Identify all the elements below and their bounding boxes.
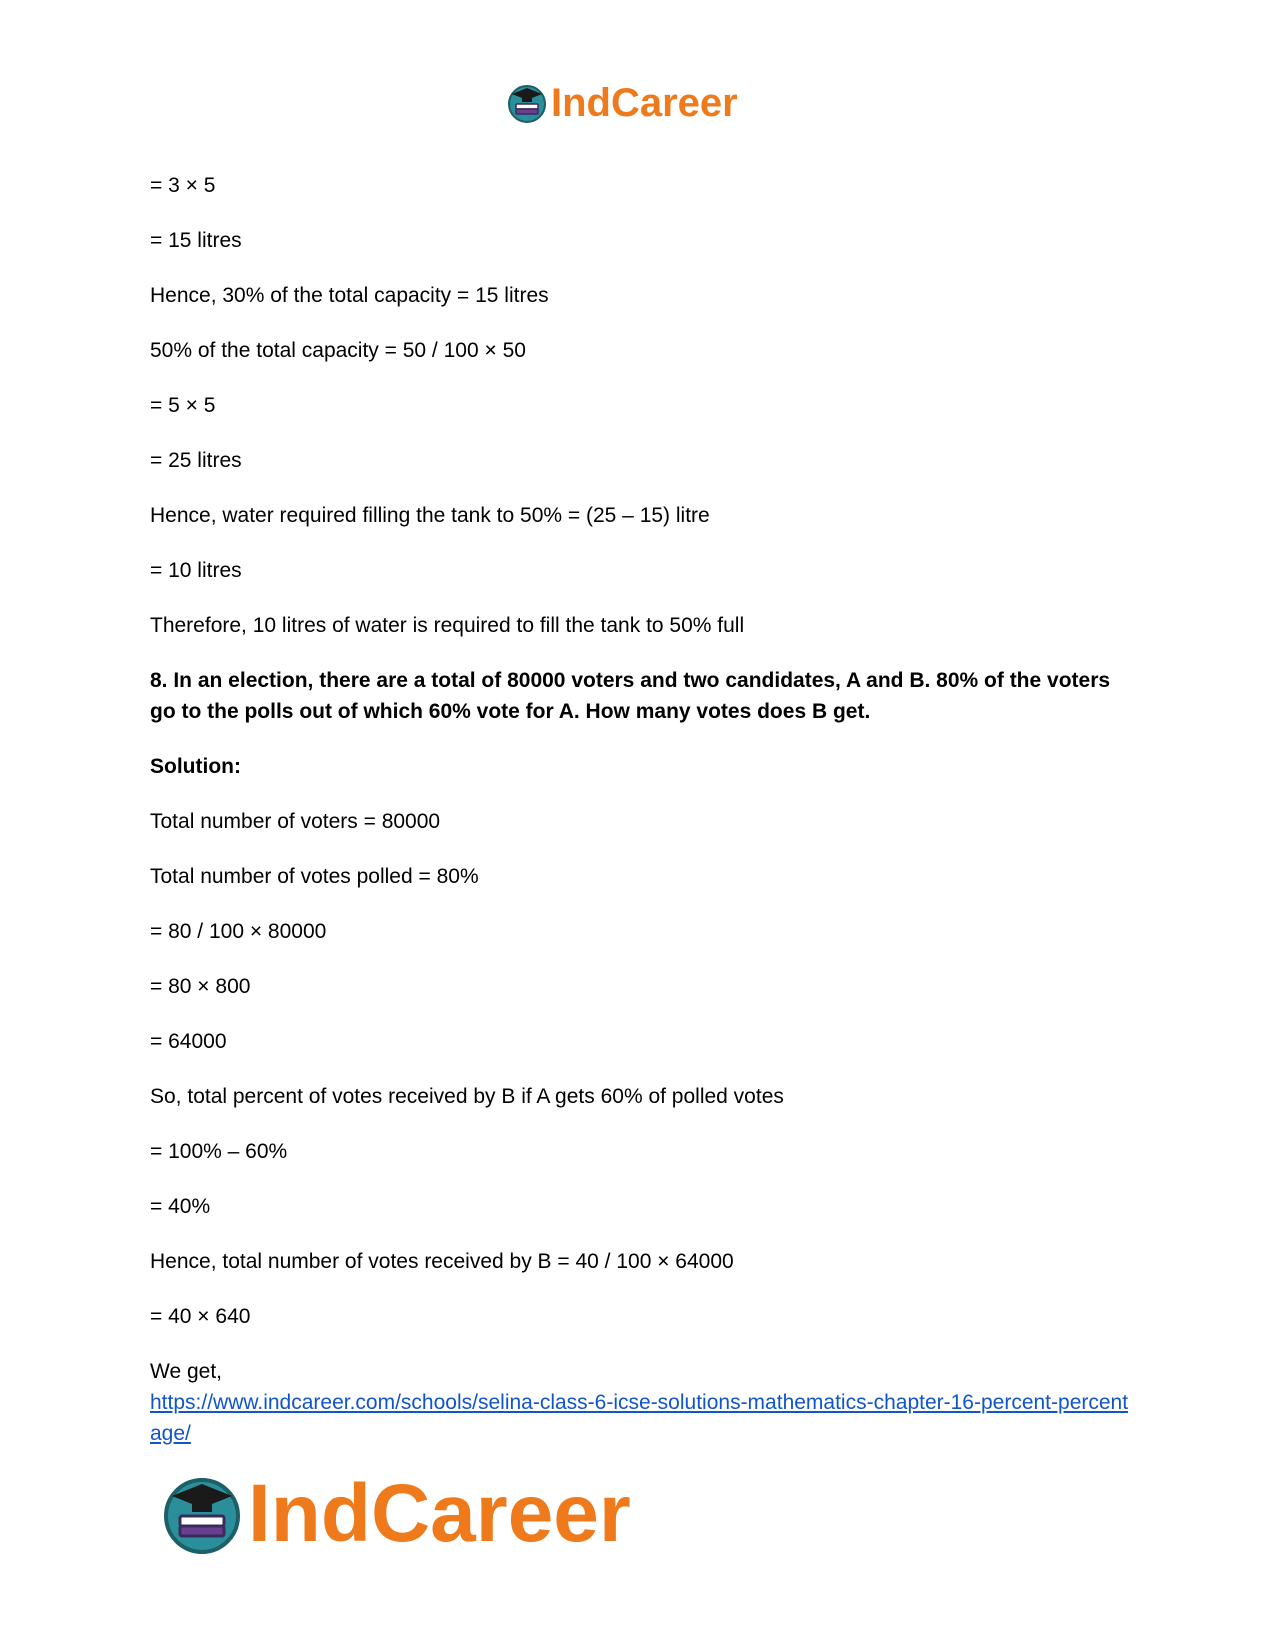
solution-line: Hence, water required filling the tank to 50% = (25 – 15) litre [150, 504, 710, 527]
solution-line: = 64000 [150, 1030, 227, 1053]
solution-line: 50% of the total capacity = 50 / 100 × 50 [150, 339, 526, 362]
solution-line: Hence, 30% of the total capacity = 15 litres [150, 284, 549, 307]
solution-line: = 25 litres [150, 449, 242, 472]
solution-line: = 40% [150, 1195, 211, 1218]
solution-line: Total number of votes polled = 80% [150, 865, 479, 888]
footer-logo [160, 1468, 631, 1559]
solution-line: = 40 × 640 [150, 1305, 251, 1328]
solution-line: Therefore, 10 litres of water is required to fill the tank to 50% full [150, 614, 745, 637]
we-get-text: We get, [150, 1360, 222, 1383]
solution-line: = 80 / 100 × 80000 [150, 920, 327, 943]
header-logo [506, 80, 738, 126]
source-link[interactable]: https://www.indcareer.com/schools/selina-class-6-icse-solutions-mathematics-chapter-16-percent-percentage/ [150, 1391, 1129, 1445]
document-body [150, 170, 1130, 1449]
solution-line: = 80 × 800 [150, 975, 251, 998]
graduation-cap-books-icon [160, 1472, 244, 1556]
solution-line: = 3 × 5 [150, 174, 216, 197]
question-heading: 8. In an election, there are a total of 80000 voters and two candidates, A and B. 80% of the voters go to the polls out of which 60% vote for A. How many votes does B get. [150, 669, 1111, 723]
solution-line: = 5 × 5 [150, 394, 216, 417]
logo-text: IndCareer [551, 81, 738, 125]
logo-text: IndCareer [248, 1468, 631, 1559]
solution-label: Solution: [150, 755, 241, 778]
solution-line: = 15 litres [150, 229, 242, 252]
solution-line: So, total percent of votes received by B if A gets 60% of polled votes [150, 1085, 784, 1108]
solution-line: = 100% – 60% [150, 1140, 288, 1163]
graduation-cap-books-icon [506, 82, 548, 124]
solution-line: Hence, total number of votes received by B = 40 / 100 × 64000 [150, 1250, 734, 1273]
solution-line: = 10 litres [150, 559, 242, 582]
solution-line: Total number of voters = 80000 [150, 810, 441, 833]
